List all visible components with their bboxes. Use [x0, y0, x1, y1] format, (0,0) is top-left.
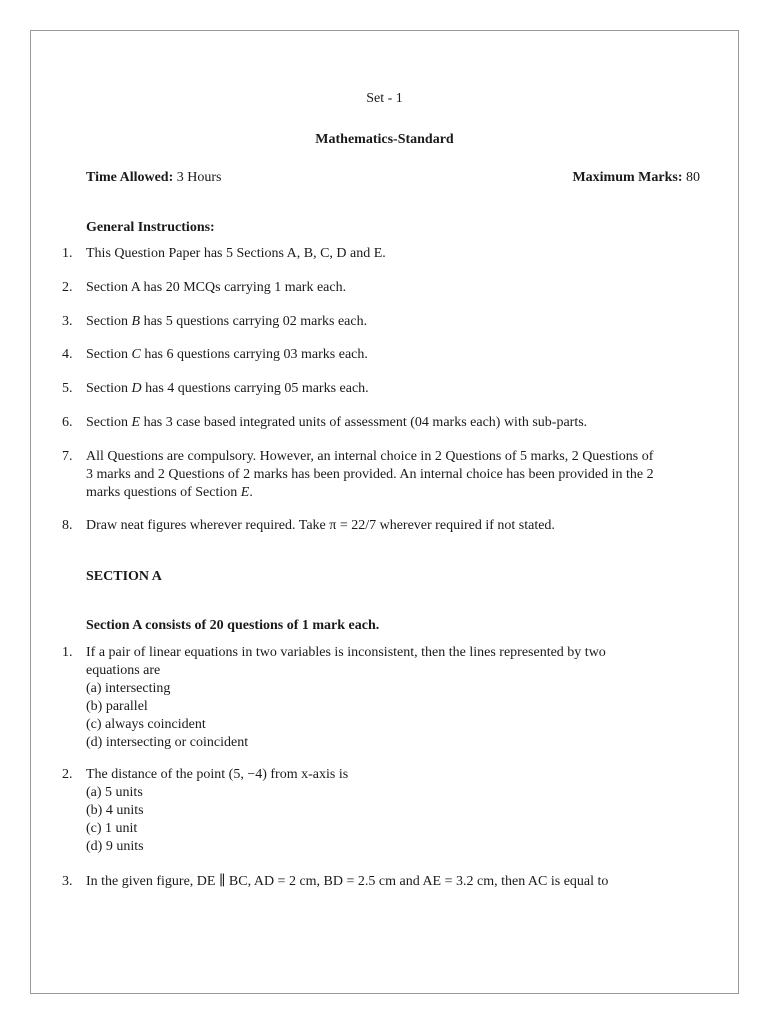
instruction-item: This Question Paper has 5 Sections A, B, C, D and E.: [86, 246, 386, 261]
instruction-number: 2.: [62, 280, 73, 295]
marks-value: 80: [686, 170, 700, 185]
instruction-number: 3.: [62, 314, 73, 329]
instruction-item: [86, 313, 706, 331]
instruction-number: 1.: [62, 246, 73, 261]
time-allowed: [86, 169, 221, 187]
question-2: [86, 766, 706, 856]
instruction-text: .: [249, 485, 253, 500]
instruction-text: has 6 questions carrying 03 marks each.: [140, 347, 368, 362]
instruction-line: 3 marks and 2 Questions of 2 marks has been provided. An internal choice has been provided in the 2: [86, 467, 654, 482]
question-number: 2.: [62, 767, 73, 782]
instruction-text: Section: [86, 415, 132, 430]
instruction-text: has 3 case based integrated units of assessment (04 marks each) with sub-parts.: [140, 415, 588, 430]
question-number: 3.: [62, 874, 73, 889]
question-option: (a) intersecting: [86, 681, 171, 696]
question-3: In the given figure, DE ∥ BC, AD = 2 cm, BD = 2.5 cm and AE = 3.2 cm, then AC is equal to: [86, 874, 609, 889]
instruction-number: 8.: [62, 518, 73, 533]
instructions-heading: General Instructions:: [86, 220, 215, 235]
section-a-title: SECTION A: [86, 569, 162, 584]
instruction-item: [86, 346, 706, 364]
marks-label: Maximum Marks:: [572, 170, 683, 185]
page-title: Mathematics-Standard: [315, 132, 454, 147]
question-option: (a) 5 units: [86, 785, 143, 800]
question-option: (c) 1 unit: [86, 821, 138, 836]
question-1: [86, 644, 706, 752]
instruction-number: 7.: [62, 449, 73, 464]
instruction-number: 6.: [62, 415, 73, 430]
instruction-text: Section: [86, 381, 132, 396]
section-variable: E: [131, 415, 141, 430]
question-option: (c) always coincident: [86, 717, 206, 732]
instruction-item: Section A has 20 MCQs carrying 1 mark each.: [86, 280, 347, 295]
set-label: Set - 1: [366, 91, 403, 106]
question-text: The distance of the point (5, −4) from x-axis is: [86, 767, 349, 782]
instruction-text: has 5 questions carrying 02 marks each.: [140, 314, 368, 329]
instruction-text: Section: [86, 314, 132, 329]
section-a-subtitle: Section A consists of 20 questions of 1 mark each.: [86, 618, 380, 633]
question-text: equations are: [86, 663, 161, 678]
instruction-item: [86, 414, 706, 432]
instruction-item: Draw neat figures wherever required. Take π = 22/7 wherever required if not stated.: [86, 518, 555, 533]
question-text: If a pair of linear equations in two variables is inconsistent, then the lines represented by two: [86, 645, 606, 660]
instruction-text: has 4 questions carrying 05 marks each.: [141, 381, 369, 396]
section-variable: C: [131, 347, 141, 362]
question-option: (b) 4 units: [86, 803, 144, 818]
instruction-line: [86, 484, 706, 502]
question-option: (d) 9 units: [86, 839, 144, 854]
maximum-marks: [572, 169, 700, 187]
instruction-text: Section: [86, 347, 132, 362]
time-label: Time Allowed:: [86, 170, 174, 185]
section-variable: E: [240, 485, 250, 500]
question-option: (b) parallel: [86, 699, 148, 714]
instruction-line: All Questions are compulsory. However, an internal choice in 2 Questions of 5 marks, 2 Questions of: [86, 449, 654, 464]
time-value: 3 Hours: [176, 170, 222, 185]
instruction-number: 4.: [62, 347, 73, 362]
section-variable: D: [131, 381, 142, 396]
instruction-item: [86, 448, 706, 502]
instruction-number: 5.: [62, 381, 73, 396]
question-option: (d) intersecting or coincident: [86, 735, 249, 750]
instruction-item: [86, 380, 706, 398]
instruction-text: marks questions of Section: [86, 485, 241, 500]
section-variable: B: [131, 314, 141, 329]
question-number: 1.: [62, 645, 73, 660]
